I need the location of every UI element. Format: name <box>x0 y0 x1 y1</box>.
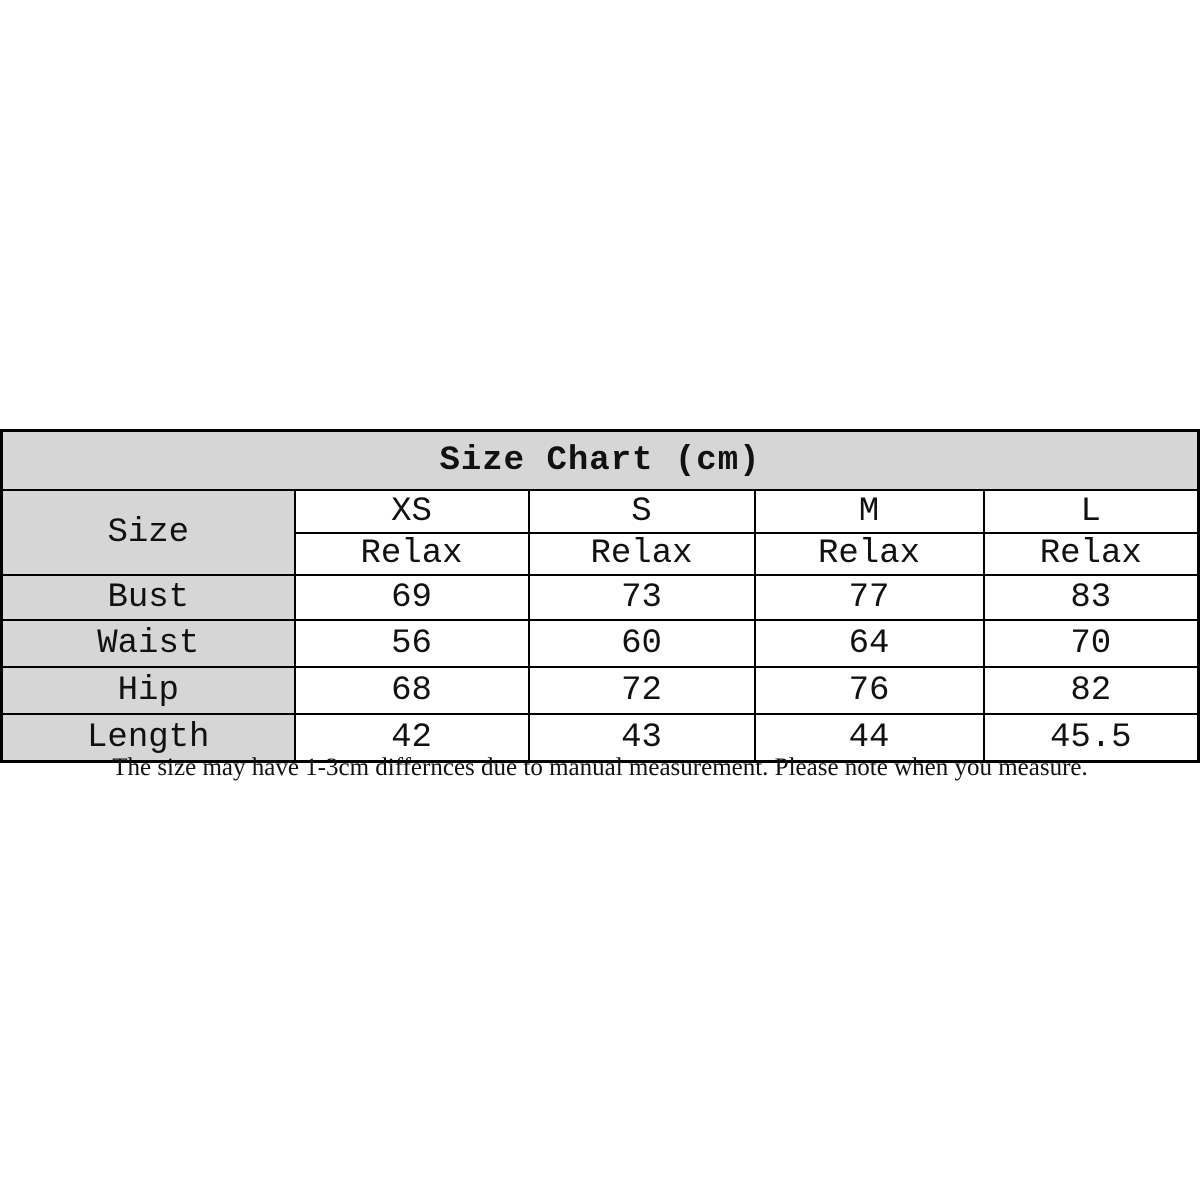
value-length-m: 44 <box>755 714 984 762</box>
value-bust-xs: 69 <box>295 575 529 620</box>
table-row-hip <box>2 667 1199 714</box>
value-bust-s: 73 <box>529 575 755 620</box>
size-header-row <box>2 490 1199 533</box>
fit-cell-m: Relax <box>755 533 984 575</box>
fit-cell-s: Relax <box>529 533 755 575</box>
value-hip-xs: 68 <box>295 667 529 714</box>
value-waist-s: 60 <box>529 620 755 667</box>
value-hip-s: 72 <box>529 667 755 714</box>
value-bust-m: 77 <box>755 575 984 620</box>
size-corner-label: Size <box>2 490 295 575</box>
value-bust-l: 83 <box>984 575 1199 620</box>
size-col-header-xs: XS <box>295 490 529 533</box>
value-length-s: 43 <box>529 714 755 762</box>
size-chart-title: Size Chart (cm) <box>2 431 1199 491</box>
value-hip-l: 82 <box>984 667 1199 714</box>
row-label-bust: Bust <box>2 575 295 620</box>
row-label-hip: Hip <box>2 667 295 714</box>
value-waist-xs: 56 <box>295 620 529 667</box>
fit-cell-l: Relax <box>984 533 1199 575</box>
size-chart-table <box>0 429 1200 763</box>
table-row-bust <box>2 575 1199 620</box>
size-col-header-s: S <box>529 490 755 533</box>
measurement-note: The size may have 1-3cm differnces due to manual measurement. Please note when you measure. <box>112 754 1088 781</box>
value-waist-m: 64 <box>755 620 984 667</box>
row-label-waist: Waist <box>2 620 295 667</box>
value-length-xs: 42 <box>295 714 529 762</box>
value-length-l: 45.5 <box>984 714 1199 762</box>
size-col-header-m: M <box>755 490 984 533</box>
fit-cell-xs: Relax <box>295 533 529 575</box>
value-hip-m: 76 <box>755 667 984 714</box>
title-row <box>2 431 1199 491</box>
value-waist-l: 70 <box>984 620 1199 667</box>
table-row-waist <box>2 620 1199 667</box>
size-col-header-l: L <box>984 490 1199 533</box>
row-label-length: Length <box>2 714 295 762</box>
